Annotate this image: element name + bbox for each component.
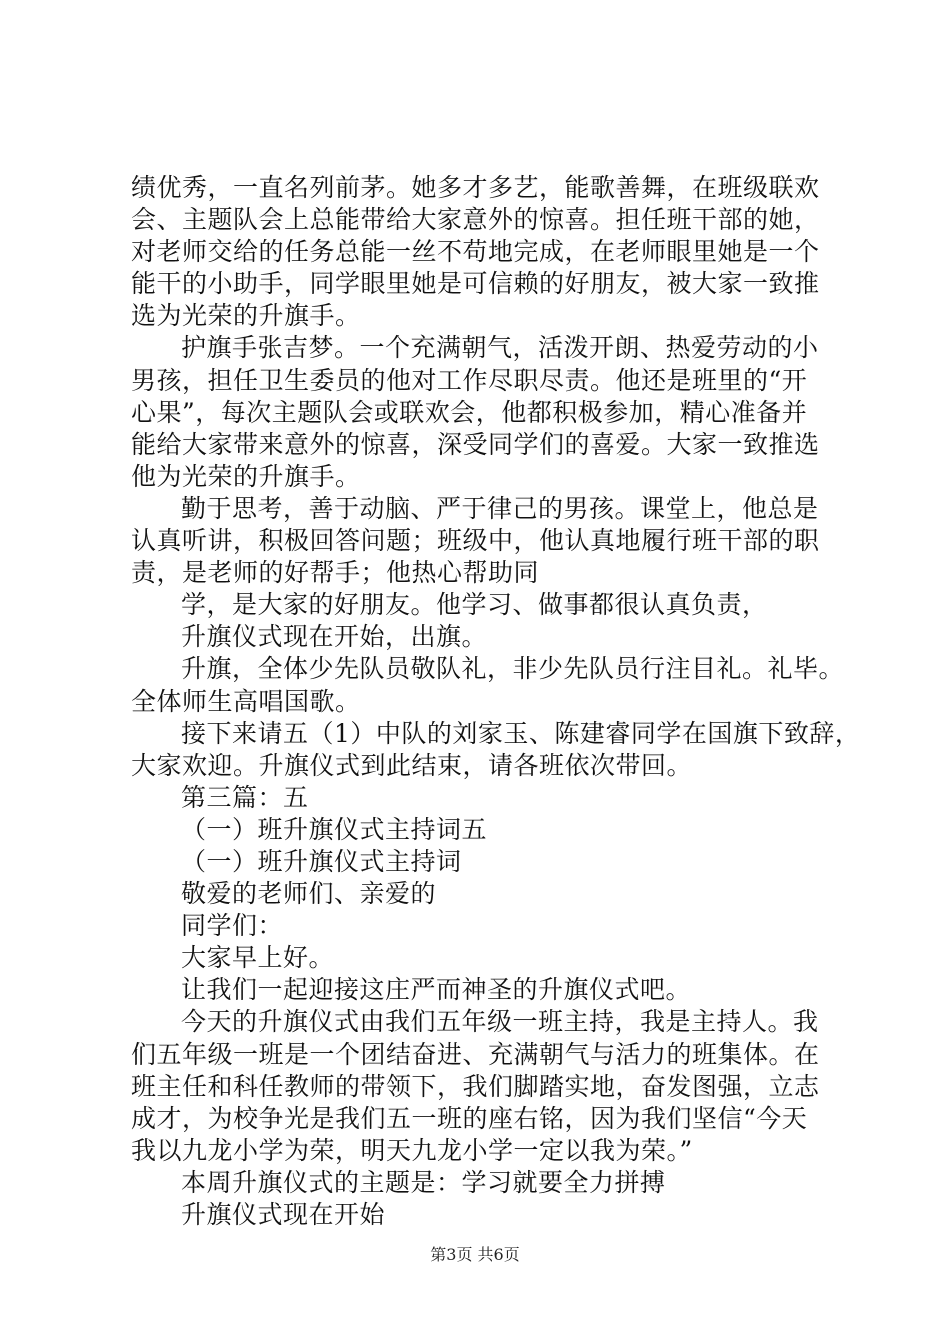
text-line: 第三篇：五 bbox=[181, 782, 309, 812]
text-line: 接下来请五（1）中队的刘家玉、陈建睿同学在国旗下致辞， bbox=[181, 718, 861, 748]
text-line: 绩优秀，一直名列前茅。她多才多艺，能歌善舞，在班级联欢 bbox=[131, 173, 820, 202]
text-line: 本周升旗仪式的主题是：学习就要全力拼搏 bbox=[181, 1167, 666, 1197]
text-line: （一）班升旗仪式主持词五 bbox=[181, 814, 488, 844]
text-line: 学，是大家的好朋友。他学习、做事都很认真负责， bbox=[181, 590, 768, 620]
text-line: 升旗仪式现在开始 bbox=[181, 1200, 386, 1229]
text-line: 升旗，全体少先队员敬队礼，非少先队员行注目礼。礼毕。 bbox=[181, 654, 845, 684]
text-line: 能干的小助手，同学眼里她是可信赖的好朋友，被大家一致推 bbox=[131, 269, 820, 299]
text-line: 全体师生高唱国歌。 bbox=[131, 686, 361, 716]
text-line: 责，是老师的好帮手；他热心帮助同 bbox=[131, 558, 540, 588]
text-line: 选为光荣的升旗手。 bbox=[131, 301, 361, 331]
text-line: 让我们一起迎接这庄严而神圣的升旗仪式吧。 bbox=[181, 975, 692, 1005]
text-line: 会、主题队会上总能带给大家意外的惊喜。担任班干部的她， bbox=[131, 205, 820, 235]
text-line: 成才，为校争光是我们五一班的座右铭，因为我们坚信“今天 bbox=[131, 1103, 808, 1133]
text-line: （一）班升旗仪式主持词 bbox=[181, 846, 462, 876]
text-line: 们五年级一班是一个团结奋进、充满朝气与活力的班集体。在 bbox=[131, 1039, 820, 1069]
text-line: 心果”，每次主题队会或联欢会，他都积极参加，精心准备并 bbox=[131, 397, 808, 427]
text-line: 勤于思考，善于动脑、严于律己的男孩。课堂上，他总是 bbox=[181, 493, 819, 523]
page-footer: 第3页 共6页 bbox=[430, 1245, 520, 1264]
text-line: 班主任和科任教师的带领下，我们脚踏实地，奋发图强，立志 bbox=[131, 1071, 820, 1101]
text-line: 他为光荣的升旗手。 bbox=[131, 461, 361, 491]
text-line: 能给大家带来意外的惊喜，深受同学们的喜爱。大家一致推选 bbox=[131, 429, 820, 459]
text-line: 升旗仪式现在开始，出旗。 bbox=[181, 622, 488, 652]
text-line: 我以九龙小学为荣，明天九龙小学一定以我为荣。” bbox=[131, 1135, 693, 1165]
text-line: 大家欢迎。升旗仪式到此结束，请各班依次带回。 bbox=[131, 750, 693, 780]
text-line: 护旗手张吉梦。一个充满朝气，活泼开朗、热爱劳动的小 bbox=[181, 333, 819, 363]
text-line: 今天的升旗仪式由我们五年级一班主持，我是主持人。我 bbox=[181, 1007, 819, 1037]
text-line: 对老师交给的任务总能一丝不苟地完成，在老师眼里她是一个 bbox=[131, 237, 820, 267]
text-line: 同学们： bbox=[181, 911, 284, 941]
text-line: 认真听讲，积极回答问题；班级中，他认真地履行班干部的职 bbox=[131, 526, 820, 556]
document-body bbox=[131, 172, 861, 1231]
text-line: 男孩，担任卫生委员的他对工作尽职尽责。他还是班里的“开 bbox=[131, 365, 808, 395]
text-line: 大家早上好。 bbox=[181, 943, 335, 973]
text-line: 敬爱的老师们、亲爱的 bbox=[181, 879, 437, 909]
